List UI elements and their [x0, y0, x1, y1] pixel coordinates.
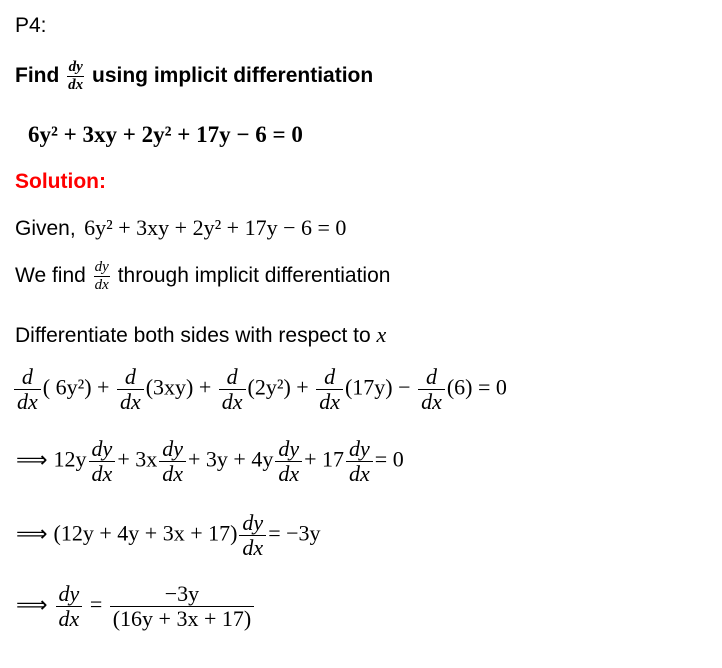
given-line — [15, 215, 346, 241]
step2-d: + 17 — [304, 446, 345, 472]
we-find-dx: dx — [94, 277, 109, 293]
step1-d-3: d — [226, 364, 238, 389]
step3-dy: dy — [242, 510, 264, 535]
step4-implies-arrow: ⟹ — [16, 591, 48, 617]
step1-dx-2: dx — [117, 389, 144, 413]
step2-dydx-1 — [89, 438, 116, 485]
problem-label: P4: — [15, 14, 47, 37]
step1-rhs: = 0 — [477, 374, 507, 400]
prompt-dx: dx — [68, 77, 84, 93]
step3-implies-arrow: ⟹ — [16, 520, 48, 546]
step4-dy: dy — [58, 581, 80, 606]
step2-a: 12y — [53, 446, 87, 472]
step2-rhs: = 0 — [374, 446, 404, 472]
step2-dy-3: dy — [278, 436, 300, 461]
step2-implies-arrow: ⟹ — [16, 446, 48, 472]
step1-dx-5: dx — [418, 389, 445, 413]
step1-d-dx-2 — [117, 366, 144, 413]
prompt-rest: using implicit differentiation — [92, 64, 374, 88]
step2-dy-4: dy — [349, 436, 370, 461]
step2-dydx-4 — [346, 438, 373, 485]
step1-d-5: d — [425, 364, 437, 389]
step1-d-1: d — [21, 364, 33, 389]
step1-d-2: d — [124, 364, 136, 389]
step4-dydx — [56, 583, 83, 630]
step1-term3: (2y²) — [247, 374, 291, 400]
step2-dy-1: dy — [91, 436, 113, 461]
main-equation: 6y² + 3xy + 2y² + 17y − 6 = 0 — [28, 122, 303, 147]
step1-plus-2: + — [198, 374, 212, 400]
prompt-line — [15, 60, 373, 93]
step2-c: + 3y + 4y — [188, 446, 274, 472]
step2-line — [16, 438, 404, 485]
step2-dx-2: dx — [159, 461, 186, 485]
step1-d-dx-4 — [316, 366, 343, 413]
step1-d-dx-1 — [14, 366, 41, 413]
step1-term4: (17y) — [344, 374, 393, 400]
differentiate-line — [15, 322, 386, 348]
we-find-line — [15, 260, 390, 293]
we-find-prefix: We find — [15, 264, 86, 288]
step2-b: + 3x — [117, 446, 158, 472]
step2-dx-4: dx — [346, 461, 373, 485]
we-find-dydx-fraction — [94, 260, 110, 293]
step4-line — [16, 583, 256, 630]
step1-d-dx-3 — [219, 366, 246, 413]
we-find-dy: dy — [94, 259, 109, 275]
step3-line — [16, 512, 321, 559]
step2-dydx-2 — [159, 438, 186, 485]
step2-dx-3: dx — [275, 461, 302, 485]
step4-dx: dx — [56, 606, 83, 630]
step1-dx-1: dx — [14, 389, 41, 413]
step1-line — [12, 366, 507, 413]
we-find-suffix: through implicit differentiation — [117, 264, 391, 288]
step3-lhs: (12y + 4y + 3x + 17) — [53, 520, 238, 546]
step3-dx: dx — [239, 535, 266, 559]
given-expression: 6y² + 3xy + 2y² + 17y − 6 = 0 — [84, 215, 347, 240]
step1-term2: (3xy) — [145, 374, 194, 400]
differentiate-text: Differentiate both sides with respect to — [15, 324, 371, 347]
step1-d-4: d — [324, 364, 336, 389]
step1-plus-1: + — [97, 374, 110, 400]
step3-dydx — [239, 512, 266, 559]
step1-term1: ( 6y²) — [42, 374, 92, 400]
given-label: Given, — [15, 217, 76, 240]
step2-dx-1: dx — [89, 461, 116, 485]
step1-dx-4: dx — [316, 389, 343, 413]
step4-denominator: (16y + 3x + 17) — [110, 606, 254, 630]
step1-term5: (6) — [446, 374, 473, 400]
prompt-dydx-fraction — [67, 60, 84, 93]
prompt-find: Find — [15, 64, 60, 88]
solution-heading: Solution: — [15, 170, 106, 193]
step1-d-dx-5 — [418, 366, 445, 413]
differentiate-variable: x — [376, 322, 387, 347]
step4-result-fraction — [110, 583, 254, 630]
step2-dydx-3 — [275, 438, 302, 485]
step4-equals: = — [89, 591, 103, 617]
step1-minus: − — [398, 374, 411, 400]
step2-dy-2: dy — [162, 436, 183, 461]
prompt-dy: dy — [68, 59, 83, 75]
step4-numerator: −3y — [164, 581, 200, 606]
step1-plus-3: + — [296, 374, 309, 400]
step1-dx-3: dx — [219, 389, 246, 413]
step3-rhs: = −3y — [268, 520, 321, 546]
